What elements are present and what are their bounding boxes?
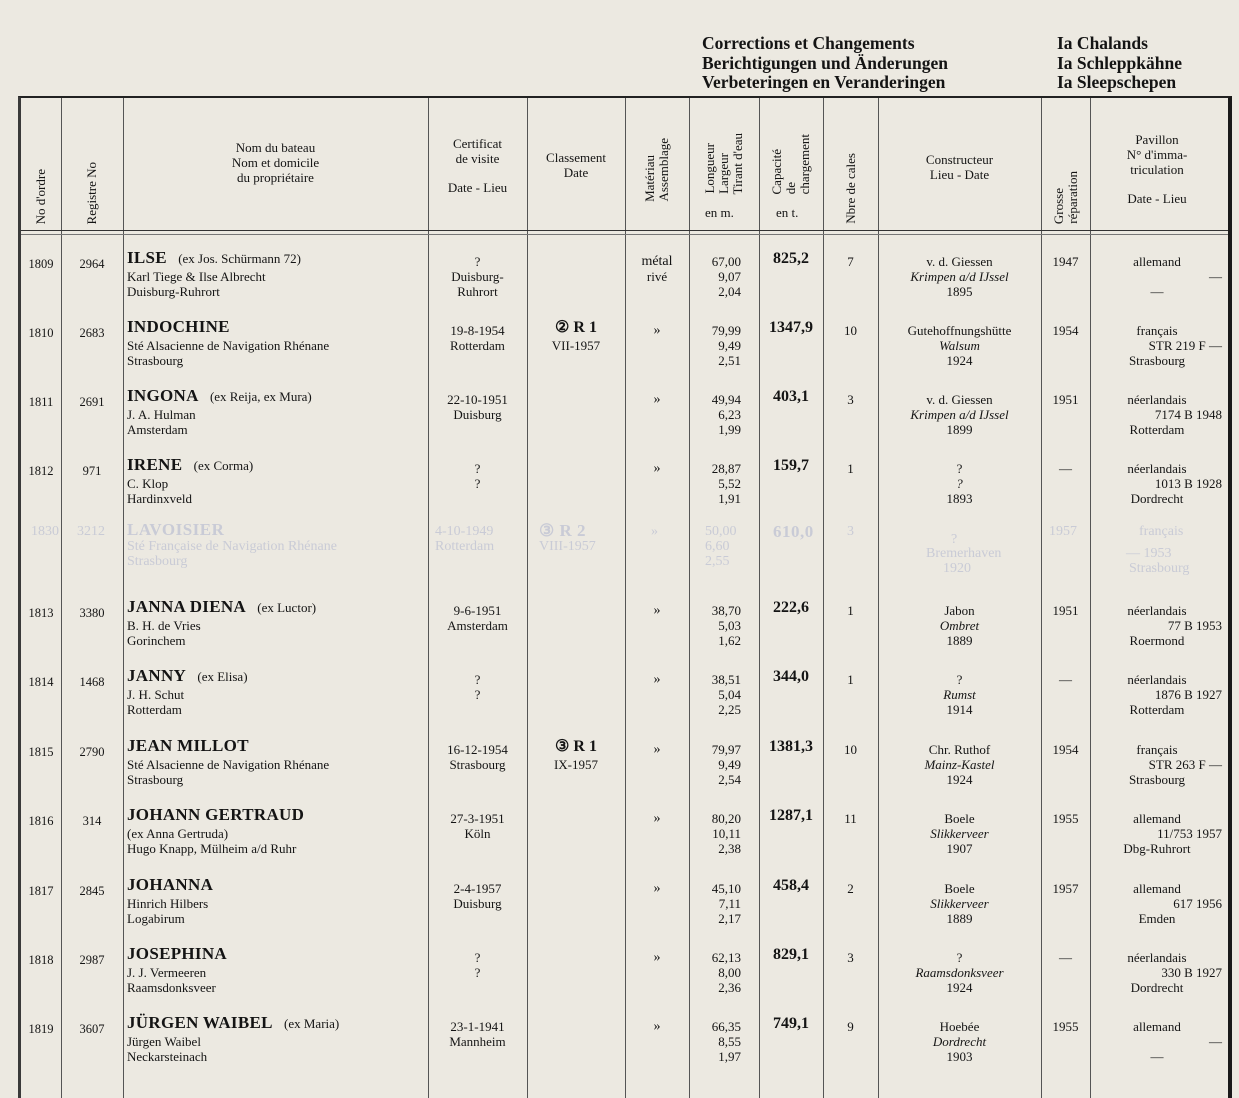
registration-number: 1876 B 1927	[1154, 687, 1222, 702]
certificate-place: Duisburg	[453, 896, 502, 911]
classification-date: IX-1957	[553, 757, 599, 772]
certificate-date: 9-6-1951	[453, 603, 502, 618]
builder-place: Dordrecht	[932, 1034, 987, 1049]
owner-line-2: Logabirum	[127, 911, 185, 926]
register-number: 314	[82, 814, 102, 828]
register-number: 2987	[79, 953, 105, 967]
builder-place: Slikkerveer	[930, 826, 989, 841]
certificate-date: 19-8-1954	[450, 323, 505, 338]
major-repair-year: 1954	[1052, 742, 1079, 757]
table-row	[21, 386, 1228, 461]
col-header-register: Registre No	[84, 161, 99, 224]
dimensions-unit: en m.	[705, 205, 734, 220]
builder-year: 1903	[946, 1049, 973, 1064]
certificate-date: 2-4-1957	[453, 881, 502, 896]
vessel-name-line	[127, 1013, 340, 1032]
vessel-name: JANNA DIENA	[127, 597, 247, 616]
draught: 2,25	[718, 702, 741, 717]
owner-line-2: Raamsdonksveer	[127, 980, 216, 995]
width: 9,07	[718, 269, 741, 284]
header-rule-thin	[21, 234, 1228, 235]
vessel-name: JANNY	[127, 666, 187, 685]
col-header-material: Matériau Assemblage	[642, 138, 671, 202]
register-number: 3380	[79, 606, 105, 620]
draught: 1,91	[718, 491, 741, 506]
order-number: 1809	[28, 257, 54, 271]
capacity-value: 222,6	[773, 599, 809, 616]
table-row	[21, 736, 1228, 811]
certificate-date: 16-12-1954	[447, 742, 508, 757]
length: 28,87	[711, 461, 741, 476]
material: »	[653, 392, 661, 407]
vessel-name-line	[127, 875, 221, 894]
draught: 1,99	[718, 422, 741, 437]
registration-number: 77 B 1953	[1167, 618, 1222, 633]
certificate-date: 27-3-1951	[450, 811, 505, 826]
owner-line-2: Hugo Knapp, Mülheim a/d Ruhr	[127, 841, 297, 856]
builder-place: Rumst	[943, 687, 976, 702]
table-row	[21, 666, 1228, 741]
length: 79,99	[711, 323, 741, 338]
owner-line-1: J. A. Hulman	[127, 407, 196, 422]
length: 80,20	[711, 811, 741, 826]
certificate-place: Amsterdam	[447, 618, 508, 633]
col-header-capacity: Capacité de chargement	[769, 133, 812, 194]
major-repair-year: —	[1059, 950, 1072, 965]
owner-line-2: Strasbourg	[127, 353, 184, 368]
flag-country: néerlandais	[1127, 392, 1187, 407]
material: »	[653, 672, 661, 687]
width: 8,00	[718, 965, 741, 980]
registration-place: Strasbourg	[1128, 772, 1186, 787]
certificate-date: ?	[474, 254, 481, 269]
col-header-order: No d'ordre	[33, 168, 48, 224]
register-number: 2845	[79, 884, 105, 898]
builder-year: 1924	[946, 353, 973, 368]
category-line-de: Ia Schleppkähne	[1057, 52, 1182, 73]
flag-country: néerlandais	[1127, 603, 1187, 618]
table-row	[21, 944, 1228, 1019]
vessel-name-line	[127, 248, 301, 267]
builder-name: v. d. Giessen	[926, 254, 993, 269]
certificate-date: ?	[474, 672, 481, 687]
holds-count: 10	[844, 742, 857, 757]
col-header-name: Nom du bateau Nom et domicile du propriétaire	[231, 140, 320, 185]
builder-name: v. d. Giessen	[926, 392, 993, 407]
certificate-place: ?	[474, 476, 481, 491]
capacity-value: 825,2	[773, 250, 809, 267]
registration-place: Rotterdam	[1129, 702, 1185, 717]
builder-year: 1924	[946, 980, 973, 995]
width: 9,49	[718, 757, 741, 772]
capacity-value: 1347,9	[769, 319, 813, 336]
material: »	[653, 603, 661, 618]
length: 66,35	[711, 1019, 741, 1034]
col-header-certificate: Certificat de visite Date - Lieu	[447, 136, 508, 195]
registration-number: —	[1209, 269, 1222, 284]
major-repair-year: 1955	[1052, 811, 1079, 826]
vessel-name-line	[127, 317, 238, 336]
width: 5,52	[718, 476, 741, 491]
registration-place: Rotterdam	[1129, 422, 1185, 437]
certificate-place: ?	[474, 965, 481, 980]
owner-line-2: Gorinchem	[127, 633, 186, 648]
owner-line-2: Duisburg-Ruhrort	[127, 284, 220, 299]
width: 9,49	[718, 338, 741, 353]
capacity-value: 749,1	[773, 1015, 809, 1032]
header-line-nl: Verbeteringen en Veranderingen	[702, 72, 946, 92]
builder-year: 1895	[946, 284, 973, 299]
certificate-date: 23-1-1941	[450, 1019, 505, 1034]
holds-count: 1	[847, 672, 854, 687]
major-repair-year: 1951	[1052, 603, 1079, 618]
table-row	[21, 597, 1228, 672]
vessel-name-line	[127, 666, 248, 685]
order-number: 1810	[28, 326, 54, 340]
holds-count: 3	[847, 950, 854, 965]
registration-number: 617 1956	[1173, 896, 1222, 911]
builder-place: Slikkerveer	[930, 896, 989, 911]
vessel-name-line	[127, 736, 257, 755]
certificate-date: ?	[474, 950, 481, 965]
certificate-date: ?	[474, 461, 481, 476]
builder-year: 1899	[946, 422, 973, 437]
vessel-name: JOSEPHINA	[127, 944, 227, 963]
col-header-dimensions: Longueur Largeur Tirant d'eau	[702, 132, 745, 194]
capacity-value: 1381,3	[769, 738, 813, 755]
col-header-classification: Classement Date	[546, 150, 606, 180]
former-names: (ex Luctor)	[257, 600, 317, 615]
certificate-place-2: Ruhrort	[457, 284, 498, 299]
vessel-name: ILSE	[127, 248, 167, 267]
register-number: 3607	[79, 1022, 105, 1036]
length: 45,10	[711, 881, 741, 896]
capacity-unit: en t.	[776, 205, 799, 220]
table-row	[21, 805, 1228, 880]
length: 62,13	[711, 950, 741, 965]
builder-place: Ombret	[939, 618, 980, 633]
draught: 2,04	[718, 284, 741, 299]
holds-count: 1	[847, 461, 854, 476]
registration-place: Emden	[1138, 911, 1176, 926]
builder-year: 1889	[946, 633, 973, 648]
table-row	[21, 1013, 1228, 1088]
col-header-holds: Nbre de cales	[842, 153, 858, 224]
owner-line-1: (ex Anna Gertruda)	[127, 826, 229, 841]
builder-name: Boele	[944, 881, 975, 896]
registration-number: 330 B 1927	[1161, 965, 1222, 980]
header-line-fr: Corrections et Changements	[702, 33, 915, 53]
capacity-value: 1287,1	[769, 807, 813, 824]
flag-country: français	[1136, 323, 1178, 338]
vessel-name: JOHANN GERTRAUD	[127, 805, 305, 824]
col-header-flag: Pavillon N° d'imma- triculation Date - Lieu	[1126, 132, 1188, 206]
major-repair-year: —	[1059, 461, 1072, 476]
registration-number: STR 263 F —	[1148, 757, 1222, 772]
register-table: No d'ordre Registre No Nom du bateau Nom et domicile du propriétaire Certificat de visite Date - Lieu Classement Date Matériau Assemblage Longueur Largeur Tirant d'eau en m. Capacité de chargement en t. Nbre de cales Constructeur Lieu - Date Grosse réparation Pavillon N° d'imma- triculation Date - Lieu 1830 3212 LAVOISIER Sté Française de Navigation Rhénane Strasbourg 4-10-1949 Rotterdam ③ R 2 VIII-1957 » 50,00 6,60 2,55 610,0 3 ? Bremerhaven 1920 1957 français — 1953 Strasbourg 1809 2964 ILSE (ex Jos. Schürmann 72) Karl Tiege & Ilse Albrecht Duisburg-Ruhrort ? Duisburg- Ruhrort métal rivé 67,00 9,07 2,04 825,2 7 v. d. Giessen Krimpen a/d IJssel 1895 1947 allemand — — 1810 2683 INDOCHINE Sté Alsacienne de Navigation Rhénane Strasbourg 19-8-1954 Rotterdam ② R 1 VII-1957 » 79,99 9,49 2,51 1347,9 10 Gutehoffnungshütte Walsum 1924 1954 français STR 219 F — Strasbourg 1811 2691 INGONA (ex Reija, ex Mura) J. A. Hulman Amsterdam 22-10-1951 Duisburg » 49,94 6,23 1,99 403,1 3 v. d. Giessen Krimpen a/d IJssel 1899 1951 néerlandais 7174 B 1948 Rotterdam 1812 971 IRENE (ex Corma) C. Klop Hardinxveld ? ? » 28,87 5,52 1,91 159,7 1 ? ? 1893 — néerlandais 1013 B 1928 Dordrecht 1813 3380 JANNA DIENA (ex Luctor) B. H. de Vries Gorinchem 9-6-1951 Amsterdam » 38,70 5,03 1,62 222,6 1 Jabon Ombret 1889 1951 néerlandais 77 B 1953 Roermond 1814 1468 JANNY (ex Elisa) J. H. Schut Rotterdam ? ? » 38,51 5,04 2,25 344,0 1 ? Rumst 1914 — néerlandais 1876 B 1927 Rotterdam 1815 2790 JEAN MILLOT Sté Alsacienne de Navigation Rhénane Strasbourg 16-12-1954 Strasbourg ③ R 1 IX-1957 » 79,97 9,49 2,54 1381,3 10 Chr. Ruthof Mainz-Kastel 1924 1954 français STR 263 F — Strasbourg 1816 314 JOHANN GERTRAUD (ex Anna Gertruda) Hugo Knapp, Mülheim a/d Ruhr 27-3-1951 Köln » 80,20 10,11 2,38 1287,1 11 Boele Slikkerveer 1907 1955 allemand 11/753 1957 Dbg-Ruhrort 1817 2845 JOHANNA Hinrich Hilbers Logabirum 2-4-1957 Duisburg » 45,10 7,11 2,17 458,4 2 Boele Slikkerveer 1889 1957 allemand 617 1956 Emden 1818 2987 JOSEPHINA J. J. Vermeeren Raamsdonksveer ? ? » 62,13 8,00 2,36 829,1 3 ? Raamsdonksveer 1924 — néerlandais 330 B 1927 Dordrecht 1819 3607 JÜRGEN WAIBEL (ex Maria) Jürgen Waibel Neckarsteinach 23-1-1941 Mannheim » 66,35 8,55 1,97 749,1 9 Hoebée Dordrecht 1903 1955 allemand — —	[18, 96, 1232, 1098]
length: 79,97	[711, 742, 741, 757]
material: métal	[641, 254, 673, 269]
major-repair-year: 1954	[1052, 323, 1079, 338]
capacity-value: 403,1	[773, 388, 809, 405]
registration-number: STR 219 F —	[1148, 338, 1222, 353]
draught: 1,97	[718, 1049, 741, 1064]
owner-line-1: J. J. Vermeeren	[127, 965, 207, 980]
register-number: 971	[82, 464, 102, 478]
material: »	[653, 461, 661, 476]
order-number: 1817	[28, 884, 54, 898]
length: 67,00	[711, 254, 741, 269]
order-number: 1816	[28, 814, 54, 828]
width: 8,55	[718, 1034, 741, 1049]
builder-name: Boele	[944, 811, 975, 826]
draught: 1,62	[718, 633, 741, 648]
vessel-name: JEAN MILLOT	[127, 736, 249, 755]
order-number: 1813	[28, 606, 54, 620]
certificate-place: Duisburg	[453, 407, 502, 422]
register-number: 2964	[79, 257, 105, 271]
material: »	[653, 950, 661, 965]
builder-name: ?	[956, 461, 963, 476]
holds-count: 1	[847, 603, 854, 618]
capacity-value: 159,7	[773, 457, 809, 474]
owner-line-1: Sté Alsacienne de Navigation Rhénane	[127, 338, 330, 353]
width: 5,03	[718, 618, 741, 633]
draught: 2,38	[718, 841, 741, 856]
category-line-nl: Ia Sleepschepen	[1057, 72, 1177, 92]
flag-country: français	[1136, 742, 1178, 757]
table-row	[21, 317, 1228, 392]
order-number: 1811	[28, 395, 54, 409]
owner-line-2: Amsterdam	[127, 422, 188, 437]
holds-count: 7	[847, 254, 854, 269]
material: »	[653, 742, 661, 757]
order-number: 1814	[28, 675, 54, 689]
table-row	[21, 875, 1228, 950]
width: 7,11	[718, 896, 741, 911]
length: 38,70	[711, 603, 741, 618]
category-line-fr: Ia Chalands	[1057, 33, 1148, 53]
registration-place: Dordrecht	[1130, 491, 1184, 506]
certificate-date: 22-10-1951	[447, 392, 508, 407]
capacity-value: 344,0	[773, 668, 809, 685]
registration-place: Dbg-Ruhrort	[1123, 841, 1191, 856]
vessel-name-line	[127, 944, 235, 963]
classification-class: ③ R 1	[555, 738, 597, 755]
vessel-name: IRENE	[127, 455, 183, 474]
certificate-place: Mannheim	[449, 1034, 506, 1049]
order-number: 1812	[28, 464, 54, 478]
header-line-de: Berichtigungen und Änderungen	[702, 52, 949, 73]
col-header-builder: Constructeur Lieu - Date	[925, 152, 994, 182]
owner-line-2: Rotterdam	[127, 702, 182, 717]
vessel-name-line	[127, 455, 254, 474]
major-repair-year: —	[1059, 672, 1072, 687]
certificate-place: ?	[474, 687, 481, 702]
registration-place: Strasbourg	[1128, 353, 1186, 368]
vessel-name: JOHANNA	[127, 875, 214, 894]
holds-count: 2	[847, 881, 854, 896]
table-row	[21, 248, 1228, 323]
former-names: (ex Corma)	[193, 458, 254, 473]
width: 10,11	[712, 826, 741, 841]
certificate-place: Köln	[464, 826, 491, 841]
former-names: (ex Maria)	[284, 1016, 340, 1031]
builder-year: 1893	[946, 491, 973, 506]
vessel-name: JÜRGEN WAIBEL	[127, 1013, 273, 1032]
owner-line-1: Sté Alsacienne de Navigation Rhénane	[127, 757, 330, 772]
registration-place: —	[1150, 284, 1164, 299]
certificate-place: Rotterdam	[450, 338, 505, 353]
vessel-name: INGONA	[127, 386, 199, 405]
registration-number: 1013 B 1928	[1154, 476, 1222, 491]
capacity-value: 458,4	[773, 877, 809, 894]
material: »	[653, 323, 661, 338]
registration-place: Roermond	[1129, 633, 1185, 648]
draught: 2,51	[718, 353, 741, 368]
holds-count: 10	[844, 323, 857, 338]
material: »	[653, 811, 661, 826]
classification-date: VII-1957	[551, 338, 601, 353]
registration-number: —	[1209, 1034, 1222, 1049]
material: »	[653, 1019, 661, 1034]
major-repair-year: 1957	[1052, 881, 1079, 896]
builder-place: Krimpen a/d IJssel	[910, 269, 1009, 284]
major-repair-year: 1951	[1052, 392, 1079, 407]
builder-name: ?	[956, 672, 963, 687]
builder-place: Raamsdonksveer	[915, 965, 1004, 980]
order-number: 1815	[28, 745, 54, 759]
builder-year: 1889	[946, 911, 973, 926]
builder-place: Krimpen a/d IJssel	[910, 407, 1009, 422]
order-number: 1818	[28, 953, 54, 967]
major-repair-year: 1947	[1052, 254, 1079, 269]
owner-line-2: Hardinxveld	[127, 491, 192, 506]
register-number: 2683	[79, 326, 105, 340]
flag-country: néerlandais	[1127, 950, 1187, 965]
length: 38,51	[711, 672, 741, 687]
former-names: (ex Elisa)	[197, 669, 248, 684]
builder-name: ?	[956, 950, 963, 965]
table-row	[21, 455, 1228, 530]
flag-country: allemand	[1133, 811, 1181, 826]
owner-line-2: Neckarsteinach	[127, 1049, 208, 1064]
header-rule	[21, 230, 1228, 231]
owner-line-1: C. Klop	[127, 476, 169, 491]
owner-line-1: Karl Tiege & Ilse Albrecht	[127, 269, 266, 284]
flag-country: allemand	[1133, 1019, 1181, 1034]
holds-count: 9	[847, 1019, 854, 1034]
col-header-repair: Grosse réparation	[1050, 171, 1080, 224]
vessel-name-line	[127, 805, 312, 824]
former-names: (ex Reija, ex Mura)	[209, 389, 312, 404]
registration-number: 11/753 1957	[1157, 826, 1222, 841]
vessel-name-line	[127, 597, 317, 616]
builder-year: 1924	[946, 772, 973, 787]
owner-line-2: Strasbourg	[127, 772, 184, 787]
builder-place: Mainz-Kastel	[924, 757, 995, 772]
holds-count: 11	[844, 811, 857, 826]
vessel-name-line	[127, 386, 312, 405]
certificate-place: Strasbourg	[449, 757, 506, 772]
register-number: 2790	[79, 745, 105, 759]
flag-country: néerlandais	[1127, 461, 1187, 476]
capacity-value: 829,1	[773, 946, 809, 963]
flag-country: allemand	[1133, 881, 1181, 896]
material: »	[653, 881, 661, 896]
builder-name: Gutehoffnungshütte	[907, 323, 1012, 338]
registration-place: —	[1150, 1049, 1164, 1064]
certificate-place: Duisburg-	[451, 269, 504, 284]
builder-name: Hoebée	[939, 1019, 980, 1034]
section-header-languages	[702, 34, 948, 93]
draught: 2,36	[718, 980, 741, 995]
major-repair-year: 1955	[1052, 1019, 1079, 1034]
vessel-name: INDOCHINE	[127, 317, 230, 336]
draught: 2,54	[718, 772, 741, 787]
section-header-category	[1057, 34, 1182, 93]
owner-line-1: B. H. de Vries	[127, 618, 201, 633]
register-number: 1468	[79, 675, 105, 689]
builder-year: 1914	[946, 702, 973, 717]
holds-count: 3	[847, 392, 854, 407]
flag-country: allemand	[1133, 254, 1181, 269]
former-names: (ex Jos. Schürmann 72)	[178, 251, 301, 266]
width: 5,04	[718, 687, 741, 702]
draught: 2,17	[718, 911, 741, 926]
builder-place: ?	[956, 476, 963, 491]
owner-line-1: Hinrich Hilbers	[127, 896, 209, 911]
registration-number: 7174 B 1948	[1154, 407, 1222, 422]
width: 6,23	[718, 407, 741, 422]
builder-name: Jabon	[944, 603, 975, 618]
flag-country: néerlandais	[1127, 672, 1187, 687]
builder-place: Walsum	[939, 338, 980, 353]
builder-year: 1907	[946, 841, 973, 856]
length: 49,94	[711, 392, 741, 407]
register-number: 2691	[79, 395, 105, 409]
registration-place: Dordrecht	[1130, 980, 1184, 995]
assembly: rivé	[646, 269, 668, 284]
owner-line-1: J. H. Schut	[127, 687, 185, 702]
order-number: 1819	[28, 1022, 54, 1036]
owner-line-1: Jürgen Waibel	[127, 1034, 201, 1049]
builder-name: Chr. Ruthof	[928, 742, 991, 757]
classification-class: ② R 1	[555, 319, 597, 336]
